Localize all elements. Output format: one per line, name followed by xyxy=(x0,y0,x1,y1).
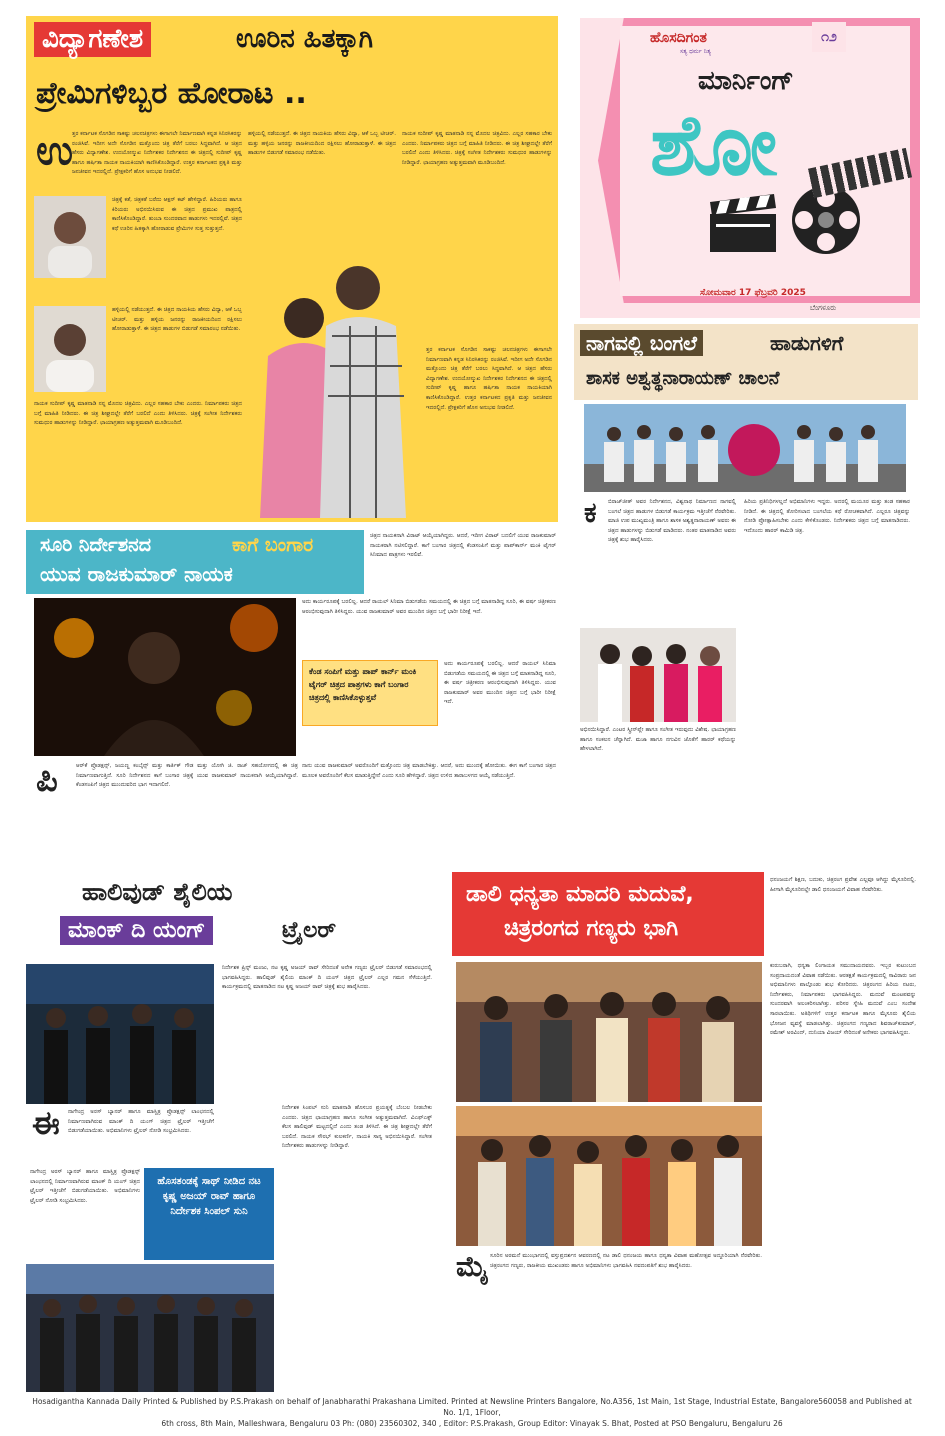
story-column: ತ್ತರ ಕರ್ನಾಟಕ ಸೊಗಡಿನ ಸಾಕಷ್ಟು ಚಲನಚಿತ್ರಗಳು ಈಗಾಗಲೇ ನಿರ್ಮಾಣವಾಗಿ ಕನ್ನಡ ಸಿನಿರಸಿಕರನ್ನು ರಂಜಿಸಿವೆ. ಇದೀಗ ಅದೇ ಸೊಗಡಿನ ಮತ್ತೊಂದು ಚಿತ್ರ ತೆರೆಗೆ ಬರಲು ಸಿದ್ಧವಾಗಿದೆ. ಆ ಚಿತ್ರದ ಹೆಸರು ವಿದ್ಯಾಗಣೇಶ. ಉದಯೋನ್ಮುಖ ನಿರ್ದೇಶಕರ ನಿರ್ದೇಶನದ ಈ ಚಿತ್ರದಲ್ಲಿ ಸುದೀಪ್ ಕೃಷ್ಣ ಹಾಗೂ ಹರ್ಷಿತಾ ನಾಯಕ ನಾಯಕಿಯಾಗಿ ಕಾಣಿಸಿಕೊಂಡಿದ್ದಾರೆ. ಉತ್ತರ ಕರ್ನಾಟಕದ ಪ್ರಕೃತಿ ಮತ್ತು ಜನಜೀವನ ಇದರಲ್ಲಿದೆ. ಪ್ರೇಕ್ಷಕರಿಗೆ ಹೊಸ ಅನುಭವ ನೀಡಲಿದೆ. xyxy=(72,131,242,176)
story-column: ನಾಗೇಂದ್ರ ಅರಸ್ ಬ್ಯಾನರ್ ಹಾಗೂ ಮಾಸ್ಚಿತ್ರ ಪ್ರೊಡಕ್ಷನ್ಸ್ ಲಾಂಛನದಲ್ಲಿ ನಿರ್ಮಾಣವಾಗಿರುವ ಮಾಂಕ್ ದಿ ಯಂಗ್ ಚಿತ್ರದ ಟ್ರೈಲರ್ ಇತ್ತೀಚೆಗೆ ಬಿಡುಗಡೆಯಾಯಿತು. ಅಭಿಮಾನಿಗಳು ಟ್ರೈಲರ್ ನೋಡಿ ಸಂಭ್ರಮಿಸಿದರು. xyxy=(30,1169,140,1204)
story-column: ಹಳ್ಳಿಯಲ್ಲಿ ನಡೆಯುತ್ತದೆ. ಈ ಚಿತ್ರದ ನಾಯಕಿಯ ಹೆಸರು ವಿದ್ಯಾ, ಆಕೆ ಒಬ್ಬ ಟೀಚರ್. ಮತ್ತು ಹಳ್ಳಿಯ ಜನರನ್ನು ರಾಜಕೀಯದಿಂದ ರಕ್ಷಿಸಲು ಹೋರಾಡುತ್ತಾಳೆ. ಈ ಚಿತ್ರದ ಹಾಡುಗಳ ಬಿಡುಗಡೆ ಸಮಾರಂಭ ನಡೆಯಿತು. xyxy=(248,131,396,157)
headline-line1: ಹಾಲಿವುಡ್ ಶೈಲಿಯ xyxy=(82,878,233,906)
event-photo xyxy=(584,404,906,492)
headline-line2: ಚಿತ್ರರಂಗದ ಗಣ್ಯರು ಭಾಗಿ xyxy=(504,916,679,941)
section-masthead xyxy=(580,18,920,318)
headline-boxed: ಮಾಂಕ್ ದಿ ಯಂಗ್ xyxy=(60,916,213,945)
story-column: ಅಭಿನಯಿಸಿದ್ದಾರೆ. ಎಂಟರ ಸ್ಕ್ರೀನ್‌ಪ್ಲೇ ಹಾಗೂ ಸಂಗೀತ ಇರುವುದು ವಿಶೇಷ. ಛಾಯಾಗ್ರಹಣ ಹಾಗೂ ಸಂಕಲನ ಚೆನ್ನಾಗಿದೆ. ಮಜಾ ಹಾಗೂ ನಗುವಿನ ಜೊತೆಗೆ ಹಾರರ್ ಕಥೆಯನ್ನು ಹೇಳಲಾಗಿದೆ. xyxy=(580,727,736,753)
story-column: ಧನಂಜಯಗೆ ಶಿಕ್ಷಣ, ಬದುಕು, ಚಿತ್ರರಂಗ ಪ್ರವೇಶ ಎಲ್ಲವೂ ಆಗಿದ್ದು ಮೈಸೂರಿನಲ್ಲಿ. ಹೀಗಾಗಿ ಮೈಸೂರಿನಲ್ಲೇ ಡಾಲಿ ಧನಂಜಯಗೆ ವಿವಾಹ ನೆರವೇರಿತು. xyxy=(770,877,916,893)
story-column: ಅದು ಕಾರ್ಯರೂಪಕ್ಕೆ ಬರಲಿಲ್ಲ. ಆದರೆ ರಾಯಲ್ ಸಿನಿಮಾ ಬಿಡುಗಡೆಯ ಸಮಯದಲ್ಲಿ ಈ ಚಿತ್ರದ ಬಗ್ಗೆ ಮಾತನಾಡಿದ್ದ ಸೂರಿ, ಈ ವರ್ಷ ಚಿತ್ರೀಕರಣ ಆರಂಭಿಸುವುದಾಗಿ ತಿಳಿಸಿದ್ದರು. ಯುವ ರಾಜಕುಮಾರ್ ಅವರ ಮುಂದಿನ ಚಿತ್ರದ ಬಗ್ಗೆ ಭಾರೀ ನಿರೀಕ್ಷೆ ಇದೆ. xyxy=(444,661,556,706)
headline-block xyxy=(26,530,364,594)
issue-city: ಬೆಂಗಳೂರು xyxy=(810,304,837,312)
story-column: ಬಿರಾಜ್‌ಜೀತ್ ಅವರ ನಿರ್ದೇಶನದ, ವಿಶ್ವನಾಥ ನಿರ್ಮಾಣದ ನಾಗವಲ್ಲಿ ಬಂಗಲೆ ಚಿತ್ರದ ಹಾಡುಗಳ ಬಿಡುಗಡೆ ಕಾರ್ಯಕ್ರಮ ಇತ್ತೀಚೆಗೆ ನೆರವೇರಿತು. ಮಾಜಿ ಉಪ ಮುಖ್ಯಮಂತ್ರಿ ಹಾಗೂ ಶಾಸಕ ಅಶ್ವತ್ಥನಾರಾಯಣ್ ಅವರು ಈ ಚಿತ್ರದ ಹಾಡುಗಳನ್ನು ಬಿಡುಗಡೆ ಮಾಡಿದರು. ನಂತರ ಮಾತನಾಡಿದ ಅವರು ಚಿತ್ರಕ್ಕೆ ಶುಭ ಹಾರೈಸಿದರು. xyxy=(608,499,736,544)
headline-line2: ಯುವ ರಾಜಕುಮಾರ್ ನಾಯಕ xyxy=(40,562,233,586)
headline-line2: ಪ್ರೇಮಿಗಳಿಬ್ಬರ ಹೋರಾಟ .. xyxy=(36,76,307,111)
story-monk-the-young xyxy=(26,872,436,1392)
clapperboard-icon xyxy=(708,194,778,254)
story-column: ಚಿತ್ರಕ್ಕೆ ಕತೆ, ಚಿತ್ರಕತೆ ಬರೆದು ಆಕ್ಷನ್ ಕಟ್ ಹೇಳಿದ್ದಾರೆ. ಹಿರಿಯರು ಹಾಗೂ ಕಿರಿಯರು ಅಭಿನಯಿಸಿರುವ ಈ ಚಿತ್ರದ ಪ್ರಮುಖ ಪಾತ್ರದಲ್ಲಿ ಕಾಣಿಸಿಕೊಂಡಿದ್ದಾರೆ. ತುಂಬಾ ಸುಂದರವಾದ ಹಾಡುಗಳು ಇದರಲ್ಲಿವೆ. ಚಿತ್ರದ ಕಥೆ ಊರಿನ ಹಿತಕ್ಕಾಗಿ ಹೋರಾಡುವ ಪ್ರೇಮಿಗಳ ಸುತ್ತ ಸುತ್ತುತ್ತದೆ. xyxy=(112,197,242,232)
story-column: ನಿರ್ದೇಶಕ ಪ್ರಿನ್ಸ್ ಮಂಜು, ನಟ ಕೃಷ್ಣ ಅಜಯ್ ರಾವ್ ಸೇರಿದಂತೆ ಅನೇಕ ಗಣ್ಯರು ಟ್ರೈಲರ್ ಬಿಡುಗಡೆ ಸಮಾರಂಭದಲ್ಲಿ ಭಾಗವಹಿಸಿದ್ದರು. ಹಾಲಿವುಡ್ ಶೈಲಿಯ ಮಾಂಕ್ ದಿ ಯಂಗ್ ಚಿತ್ರದ ಟ್ರೈಲರ್ ಎಲ್ಲರ ಗಮನ ಸೆಳೆಯುತ್ತಿದೆ. ಕಾರ್ಯಕ್ರಮದಲ್ಲಿ ಮಾತನಾಡಿದ ನಟ ಕೃಷ್ಣ ಅಜಯ್ ರಾವ್ ಚಿತ್ರಕ್ಕೆ ಶುಭ ಹಾರೈಸಿದರು. xyxy=(222,965,432,991)
headline-boxed: ನಾಗವಲ್ಲಿ ಬಂಗಲೆ xyxy=(580,330,703,356)
headline-part: ಟ್ರೈಲರ್ xyxy=(282,918,337,943)
section-title-morning: ಮಾರ್ನಿಂಗ್ xyxy=(698,66,794,96)
headline-red-box: ವಿದ್ಯಾಗಣೇಶ xyxy=(34,22,151,57)
headline-part: ಸೂರಿ ನಿರ್ದೇಶನದ xyxy=(40,534,152,556)
story-column: ಸೂರಿನ ಅರಮನೆ ಮುಂಭಾಗದಲ್ಲಿ ವಸ್ತುಪ್ರದರ್ಶನ ಆವರಣದಲ್ಲಿ ನಟ ಡಾಲಿ ಧನಂಜಯ ಹಾಗೂ ಧನ್ಯತಾ ವಿವಾಹ ಮಹೋತ್ಸವ ಅದ್ದೂರಿಯಾಗಿ ನೆರವೇರಿತು. ಚಿತ್ರರಂಗದ ಗಣ್ಯರು, ರಾಜಕೀಯ ಮುಖಂಡರು ಹಾಗೂ ಅಭಿಮಾನಿಗಳು ಭಾಗವಹಿಸಿ ನವದಂಪತಿಗೆ ಶುಭ ಹಾರೈಸಿದರು. xyxy=(490,1253,762,1269)
story-column: ಚಿತ್ರದ ನಾಯಕನಾಗಿ ವಿರಾಟ್ ಆಯ್ಕೆಯಾಗಿದ್ದರು. ಆದರೆ, ಇದೀಗ ವಿರಾಟ್ ಬದಲಿಗೆ ಯುವ ರಾಜಕುಮಾರ್ ನಾಯಕರಾಗಿ ನಟಿಸಲಿದ್ದಾರೆ. ಕಾಗೆ ಬಂಗಾರ ಚಿತ್ರದಲ್ಲಿ ಕೆಂಡಸಂಪಿಗೆ ಮತ್ತು ಪಾಪ್‌ಕಾರ್ನ್ ಮಂಕಿ ಟೈಗರ್ ಸಿನಿಮಾದ ಪಾತ್ರಗಳು ಇರಲಿವೆ. xyxy=(370,533,556,559)
headline-line2: ಶಾಸಕ ಅಶ್ವತ್ಥನಾರಾಯಣ್ ಚಾಲನೆ xyxy=(586,368,780,389)
wedding-photo xyxy=(456,962,762,1102)
story-column: ಕುರುಬರಾಗಿ, ಧನ್ಯತಾ ಲಿಂಗಾಯತ ಸಮುದಾಯದವರು. ಇಬ್ಬರ ಕುಟುಂಬದ ಸಂಪ್ರದಾಯದಂತೆ ವಿವಾಹ ನಡೆಯಿತು. ಆರತಕ್ಷತೆ ಕಾರ್ಯಕ್ರಮದಲ್ಲಿ ಸಾವಿರಾರು ಜನ ಅಭಿಮಾನಿಗಳು ಪಾಲ್ಗೊಂಡು ಶುಭ ಕೋರಿದರು. ಚಿತ್ರರಂಗದ ಹಿರಿಯ ನಟರು, ನಿರ್ದೇಶಕರು, ನಿರ್ಮಾಪಕರು ಭಾಗವಹಿಸಿದ್ದರು. ಮದುವೆ ಮಂಟಪವನ್ನು ಸುಂದರವಾಗಿ ಅಲಂಕರಿಸಲಾಗಿತ್ತು. ಪರಿಸರ ಸ್ನೇಹಿ ಮದುವೆ ಎಂಬ ಸಂದೇಶ ಸಾರಲಾಯಿತು. ಅತಿಥಿಗಳಿಗೆ ಉತ್ತರ ಕರ್ನಾಟಕ ಹಾಗೂ ಮೈಸೂರು ಶೈಲಿಯ ಭೋಜನ ವ್ಯವಸ್ಥೆ ಮಾಡಲಾಗಿತ್ತು. ಚಿತ್ರರಂಗದ ಗಣ್ಯರಾದ ಶಿವರಾಜ್‌ಕುಮಾರ್, ರಮೇಶ್ ಅರವಿಂದ್, ದುನಿಯಾ ವಿಜಯ್ ಸೇರಿದಂತೆ ಅನೇಕರು ಭಾಗವಹಿಸಿದ್ದರು. xyxy=(770,963,916,1037)
dropcap: ಮೈ xyxy=(456,1250,489,1283)
headline-highlight: ಕಾಗೆ ಬಂಗಾರ xyxy=(232,534,314,556)
page-number: ೧೨ xyxy=(812,22,846,52)
imprint-footer xyxy=(26,1396,918,1430)
actor-photo xyxy=(34,598,296,756)
portrait-photo xyxy=(34,306,106,392)
callout-box: ಹೊಸತಂಡಕ್ಕೆ ಸಾಥ್ ನೀಡಿದ ನಟ ಕೃಷ್ಣ ಅಜಯ್ ರಾವ್ ಹಾಗೂ ನಿರ್ದೇಶಕ ಸಿಂಪಲ್ ಸುನಿ xyxy=(144,1168,274,1260)
dropcap: ಈ xyxy=(32,1104,60,1142)
paper-tagline: ಸತ್ಯ ಧರ್ಮ ನಿತ್ಯ xyxy=(680,48,712,55)
story-column: ಹಿರಿಯ ಪ್ರತಿನಿಧಿಗಳಲ್ಲದೆ ಅಭಿಮಾನಿಗಳು ಇದ್ದರು. ಅದರಲ್ಲಿ ಮಯೂರ ಮತ್ತು ತಂಡ ಸಹಕಾರ ನೀಡಿದೆ. ಈ ಚಿತ್ರದಲ್ಲಿ ತೋರಿಸಲಾದ ಬಂಗಲೆಯ ಕಥೆ ರೋಚಕವಾಗಿದೆ. ಎಲ್ಲರೂ ಚಿತ್ರವನ್ನು ನೋಡಿ ಪ್ರೋತ್ಸಾಹಿಸಬೇಕು ಎಂದು ಕೇಳಿಕೊಂಡರು. ನಿರ್ದೇಶಕರು ಚಿತ್ರದ ಬಗ್ಗೆ ಮಾತನಾಡಿದರು. ಇದೊಂದು ಹಾರರ್ ಕಾಮಿಡಿ ಚಿತ್ರ. xyxy=(744,499,910,534)
headline-line1: ಡಾಲಿ ಧನ್ಯತಾ ಮಾದರಿ ಮದುವೆ, xyxy=(466,882,694,907)
story-column: ಅದು ಕಾರ್ಯರೂಪಕ್ಕೆ ಬರಲಿಲ್ಲ. ಆದರೆ ರಾಯಲ್ ಸಿನಿಮಾ ಬಿಡುಗಡೆಯ ಸಮಯದಲ್ಲಿ ಈ ಚಿತ್ರದ ಬಗ್ಗೆ ಮಾತನಾಡಿದ್ದ ಸೂರಿ, ಈ ವರ್ಷ ಚಿತ್ರೀಕರಣ ಆರಂಭಿಸುವುದಾಗಿ ತಿಳಿಸಿದ್ದರು. ಯುವ ರಾಜಕುಮಾರ್ ಅವರ ಮುಂದಿನ ಚಿತ್ರದ ಬಗ್ಗೆ ಭಾರೀ ನಿರೀಕ್ಷೆ ಇದೆ. xyxy=(302,599,556,615)
story-vidyaganesha xyxy=(26,16,558,522)
issue-date: ಸೋಮವಾರ 17 ಫೆಬ್ರವರಿ 2025 xyxy=(700,288,806,298)
paper-logo: ಹೊಸದಿಗಂತ xyxy=(650,30,707,46)
headline-block xyxy=(452,872,764,956)
dropcap: ಉ xyxy=(36,128,74,174)
callout-box: ಕೆಂಡ ಸಂಪಿಗೆ ಮತ್ತು ಪಾಪ್ ಕಾರ್ನ್ ಮಂಕಿ ಟೈಗರ್ ಚಿತ್ರದ ಪಾತ್ರಗಳು ಕಾಗೆ ಬಂಗಾರ ಚಿತ್ರದಲ್ಲಿ ಕಾಣಿಸಿಕೊಳ್ಳುತ್ತವೆ xyxy=(302,660,438,726)
story-column: ನಾನು ಯುವ ರಾಜಕುಮಾರ್ ಅವರೊಂದಿಗೆ ಮತ್ತೊಂದು ಚಿತ್ರ ಮಾಡಬೇಕಿತ್ತು. ಆದರೆ, ಅದು ಮುಂದಕ್ಕೆ ಹೋಯಿತು. ಈಗ ಕಾಗೆ ಬಂಗಾರ ಚಿತ್ರದ ಮೂಲಕ ಅವರೊಂದಿಗೆ ಕೆಲಸ ಮಾಡುತ್ತಿದ್ದೇನೆ ಎಂದು ಸೂರಿ ಹೇಳಿದ್ದಾರೆ. ಚಿತ್ರದ ಉಳಿದ ತಾರಾಬಳಗದ ಆಯ್ಕೆ ನಡೆಯುತ್ತಿದೆ. xyxy=(302,763,556,779)
stage-photo xyxy=(26,1264,274,1392)
dropcap: ಕ xyxy=(584,496,597,529)
registration-marks xyxy=(96,1428,148,1436)
section-title-show: ಶೋ xyxy=(650,96,776,194)
story-column: ನಾಯಕ ಸುದೀಪ್ ಕೃಷ್ಣ ಮಾತನಾಡಿ ನನ್ನ ಮೊದಲ ಚಿತ್ರವಿದು. ಎಲ್ಲರ ಸಹಕಾರ ಬೇಕು ಎಂದರು. ನಿರ್ಮಾಪಕರು ಚಿತ್ರದ ಬಗ್ಗೆ ಮಾಹಿತಿ ನೀಡಿದರು. ಈ ಚಿತ್ರ ಶೀಘ್ರದಲ್ಲೇ ತೆರೆಗೆ ಬರಲಿದೆ ಎಂದು ತಿಳಿಸಿದರು. ಚಿತ್ರಕ್ಕೆ ಸಂಗೀತ ನಿರ್ದೇಶಕರು ಸುಮಧುರ ಹಾಡುಗಳನ್ನು ನೀಡಿದ್ದಾರೆ. ಛಾಯಾಗ್ರಹಣ ಅತ್ಯುತ್ತಮವಾಗಿ ಮೂಡಿಬಂದಿದೆ. xyxy=(34,401,242,427)
headline-part: ಊರಿನ ಹಿತಕ್ಕಾಗಿ xyxy=(236,24,373,54)
wedding-guests-photo xyxy=(456,1106,762,1246)
couple-photo xyxy=(246,226,421,518)
registration-marks xyxy=(700,1428,752,1436)
story-column: ತ್ತರ ಕರ್ನಾಟಕ ಸೊಗಡಿನ ಸಾಕಷ್ಟು ಚಲನಚಿತ್ರಗಳು ಈಗಾಗಲೇ ನಿರ್ಮಾಣವಾಗಿ ಕನ್ನಡ ಸಿನಿರಸಿಕರನ್ನು ರಂಜಿಸಿವೆ. ಇದೀಗ ಅದೇ ಸೊಗಡಿನ ಮತ್ತೊಂದು ಚಿತ್ರ ತೆರೆಗೆ ಬರಲು ಸಿದ್ಧವಾಗಿದೆ. ಆ ಚಿತ್ರದ ಹೆಸರು ವಿದ್ಯಾಗಣೇಶ. ಉದಯೋನ್ಮುಖ ನಿರ್ದೇಶಕರ ನಿರ್ದೇಶನದ ಈ ಚಿತ್ರದಲ್ಲಿ ಸುದೀಪ್ ಕೃಷ್ಣ ಹಾಗೂ ಹರ್ಷಿತಾ ನಾಯಕ ನಾಯಕಿಯಾಗಿ ಕಾಣಿಸಿಕೊಂಡಿದ್ದಾರೆ. ಉತ್ತರ ಕರ್ನಾಟಕದ ಪ್ರಕೃತಿ ಮತ್ತು ಜನಜೀವನ ಇದರಲ್ಲಿದೆ. ಪ್ರೇಕ್ಷಕರಿಗೆ ಹೊಸ ಅನುಭವ ನೀಡಲಿದೆ. xyxy=(426,347,552,411)
story-column: ನಾಯಕ ಸುದೀಪ್ ಕೃಷ್ಣ ಮಾತನಾಡಿ ನನ್ನ ಮೊದಲ ಚಿತ್ರವಿದು. ಎಲ್ಲರ ಸಹಕಾರ ಬೇಕು ಎಂದರು. ನಿರ್ಮಾಪಕರು ಚಿತ್ರದ ಬಗ್ಗೆ ಮಾಹಿತಿ ನೀಡಿದರು. ಈ ಚಿತ್ರ ಶೀಘ್ರದಲ್ಲೇ ತೆರೆಗೆ ಬರಲಿದೆ ಎಂದು ತಿಳಿಸಿದರು. ಚಿತ್ರಕ್ಕೆ ಸಂಗೀತ ನಿರ್ದೇಶಕರು ಸುಮಧುರ ಹಾಡುಗಳನ್ನು ನೀಡಿದ್ದಾರೆ. ಛಾಯಾಗ್ರಹಣ ಅತ್ಯುತ್ತಮವಾಗಿ ಮೂಡಿಬಂದಿದೆ. xyxy=(402,131,552,166)
actors-photo xyxy=(580,628,736,722)
story-column: ನಿರ್ದೇಶಕ ಸಿಂಪಲ್ ಸುನಿ ಮಾತನಾಡಿ ಹೊಸಬರ ಪ್ರಯತ್ನಕ್ಕೆ ಬೆಂಬಲ ನೀಡಬೇಕು ಎಂದರು. ಚಿತ್ರದ ಛಾಯಾಗ್ರಹಣ ಹಾಗೂ ಸಂಗೀತ ಅತ್ಯುತ್ತಮವಾಗಿದೆ. ವಿಎಫ್‌ಎಕ್ಸ್ ಕೆಲಸ ಹಾಲಿವುಡ್ ಮಟ್ಟದಲ್ಲಿದೆ ಎಂದು ತಂಡ ತಿಳಿಸಿದೆ. ಈ ಚಿತ್ರ ಶೀಘ್ರದಲ್ಲೇ ತೆರೆಗೆ ಬರಲಿದೆ. ನಾಯಕ ಸೌರಭ್ ಕುಲಕರ್ಣಿ, ನಾಯಕಿ ಸಾನ್ಯ ಅಭಿನಯಿಸಿದ್ದಾರೆ. ಸಂಗೀತ ನಿರ್ದೇಶಕರು ಹಾಡುಗಳನ್ನು ನೀಡಿದ್ದಾರೆ. xyxy=(282,1105,432,1150)
trailer-event-photo xyxy=(26,964,214,1104)
story-column: ನಾಗೇಂದ್ರ ಅರಸ್ ಬ್ಯಾನರ್ ಹಾಗೂ ಮಾಸ್ಚಿತ್ರ ಪ್ರೊಡಕ್ಷನ್ಸ್ ಲಾಂಛನದಲ್ಲಿ ನಿರ್ಮಾಣವಾಗಿರುವ ಮಾಂಕ್ ದಿ ಯಂಗ್ ಚಿತ್ರದ ಟ್ರೈಲರ್ ಇತ್ತೀಚೆಗೆ ಬಿಡುಗಡೆಯಾಯಿತು. ಅಭಿಮಾನಿಗಳು ಟ್ರೈಲರ್ ನೋಡಿ ಸಂಭ್ರಮಿಸಿದರು. xyxy=(68,1109,214,1135)
imprint-line: 6th cross, 8th Main, Malleshwara, Bengaluru 03 Ph: (080) 23560302, 340 , Editor: P.S.Prakash, Group Editor: Vinayak S. Bhat, Posted at PSO Bengaluru, Bengaluru 26 xyxy=(161,1419,783,1428)
headline-part: ಹಾಡುಗಳಿಗೆ xyxy=(770,331,844,355)
story-column: ಆರ್‌ಕೆ ಪ್ರೊಡಕ್ಷನ್ಸ್, ಜಯಣ್ಣ ಕಂಬೈನ್ಸ್ ಮತ್ತು ಕಾರ್ತಿಕ್ ಗೌಡ ಮತ್ತು ಯೋಗಿ ಜಿ. ರಾಜ್ ಸಹಯೋಗದಲ್ಲಿ ಈ ಚಿತ್ರ ನಿರ್ಮಾಣವಾಗುತ್ತಿದೆ. ಸೂರಿ ನಿರ್ದೇಶನದ ಕಾಗೆ ಬಂಗಾರ ಚಿತ್ರಕ್ಕೆ ಯುವ ರಾಜಕುಮಾರ್ ನಾಯಕನಾಗಿ ಆಯ್ಕೆಯಾಗಿದ್ದಾರೆ. ಕೆಂಡಸಂಪಿಗೆ ಚಿತ್ರದ ಮುಂದುವರಿದ ಭಾಗ ಇದಾಗಲಿದೆ. xyxy=(76,763,298,789)
story-column: ಹಳ್ಳಿಯಲ್ಲಿ ನಡೆಯುತ್ತದೆ. ಈ ಚಿತ್ರದ ನಾಯಕಿಯ ಹೆಸರು ವಿದ್ಯಾ, ಆಕೆ ಒಬ್ಬ ಟೀಚರ್. ಮತ್ತು ಹಳ್ಳಿಯ ಜನರನ್ನು ರಾಜಕೀಯದಿಂದ ರಕ್ಷಿಸಲು ಹೋರಾಡುತ್ತಾಳೆ. ಈ ಚಿತ್ರದ ಹಾಡುಗಳ ಬಿಡುಗಡೆ ಸಮಾರಂಭ ನಡೆಯಿತು. xyxy=(112,307,242,333)
headline-block xyxy=(574,324,918,400)
dropcap: ಪಿ xyxy=(36,760,58,800)
portrait-photo xyxy=(34,196,106,278)
imprint-line: Hosadigantha Kannada Daily Printed & Published by P.S.Prakash on behalf of Janabharathi Prakashana Limited. Printed at Newsline Printers Bangalore, No.A356, 1st Main, 1st Stage, Industrial Estate, Bangalore560058 and Published at No. 1/1, 1Floor, xyxy=(32,1397,912,1417)
